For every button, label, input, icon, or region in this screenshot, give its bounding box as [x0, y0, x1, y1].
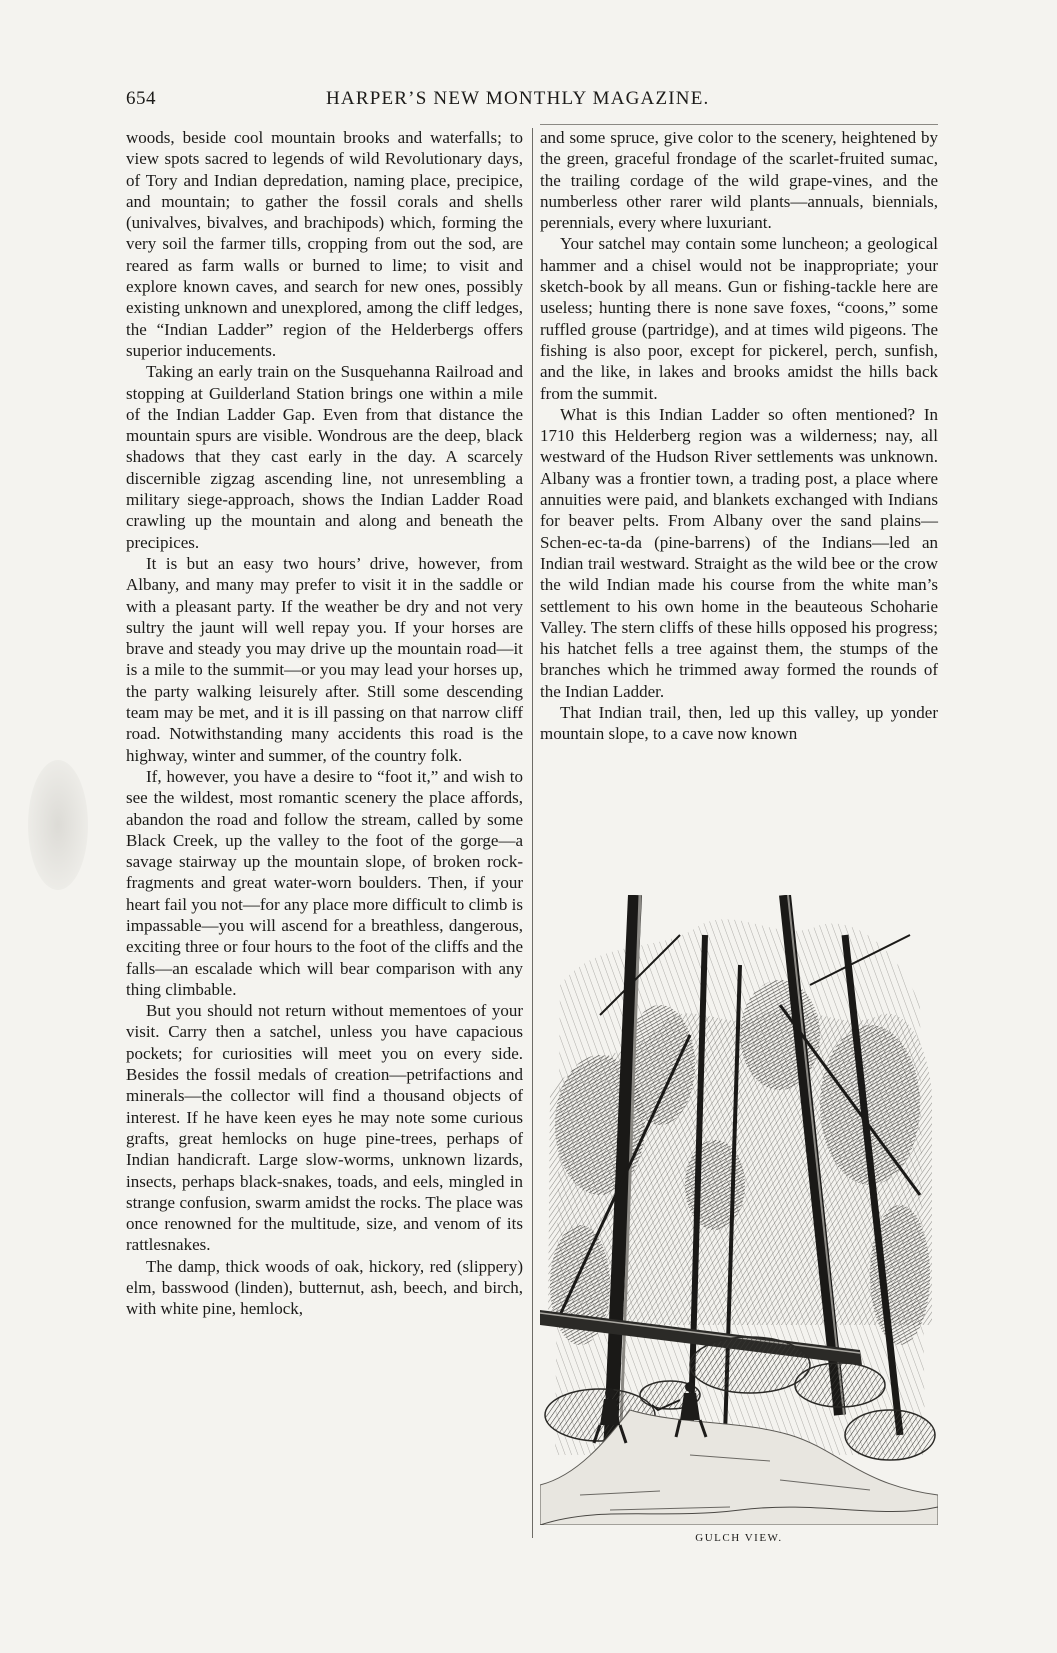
paragraph: What is this Indian Ladder so often mentioned? In 1710 this Helderberg region was a wilderness; nay, all westward of the Hudson River settlements was unknown. Albany was a frontier town, a trading post, a place where annuities were paid, and blankets exchanged with Indians for beaver pelts. From Albany over the sand plains—Schen-ec-ta-da (pine-barrens) of the Indians—led an Indian trail westward. Straight as the wild bee or the crow the wild Indian made his course from the white man’s settlement to his own home in the beauteous Schoharie Valley. The stern cliffs of these hills opposed his progress; his hatchet fells a tree against them, the stumps of the branches which he trimmed away formed the rounds of the Indian Ladder. [540, 404, 938, 701]
paragraph: If, however, you have a desire to “foot it,” and wish to see the wildest, most romantic scenery the place affords, abandon the road and follow the stream, called by some Black Creek, up the valley to the foot of the gorge—a savage stairway up the mountain slope, of broken rock-fragments and great water-worn boulders. Then, if your heart fail you not—for any place more difficult to climb is impassable—you will ascend for a breathless, dangerous, exciting three or four hours to the foot of the cliffs and the falls—an escalade which will bear comparison with any thing climbable. [126, 766, 523, 999]
paragraph: and some spruce, give color to the scenery, heightened by the green, graceful frondage of the scarlet-fruited sumac, the trailing cordage of the wild grape-vines, and the numberless other rarer wild plants—annuals, biennials, perennials, every where luxuriant. [540, 128, 938, 233]
paragraph: Your satchel may contain some luncheon; a geological hammer and a chisel would not be inappropriate; your sketch-book by all means. Gun or fishing-tackle here are useless; hunting there is none save foxes, “coons,” some ruffled grouse (partridge), and at times wild pigeons. The fishing is also poor, except for pickerel, perch, sunfish, and the like, in lakes and brooks amidst the hills back from the summit. [540, 234, 938, 403]
page-smudge [28, 760, 88, 890]
header-rule [540, 124, 938, 125]
paragraph: But you should not return without mementoes of your visit. Carry then a satchel, unless you have capacious pockets; for curiosities will meet you on every side. Besides the fossil medals of creation—petrifactions and minerals—the collector will find a thousand objects of interest. If he have keen eyes he may note some curious grafts, great hemlocks on huge pine-trees, perhaps of Indian handicraft. Large slow-worms, unknown lizards, insects, perhaps black-snakes, toads, and eels, mingled in strange confusion, swarm amidst the rocks. The place was once renowned for the multitude, size, and venom of its rattlesnakes. [126, 1001, 523, 1255]
paragraph: Taking an early train on the Susquehanna Railroad and stopping at Guilderland Station brings one within a mile of the Indian Ladder Gap. Even from that distance the mountain spurs are visible. Wondrous are the deep, black shadows that they cast early in the day. A scarcely discernible zigzag ascending line, not unresembling a military siege-approach, shows the Indian Ladder Road crawling up the mountain and along and beneath the precipices. [126, 362, 523, 552]
figure-caption: GULCH VIEW. [695, 1532, 783, 1544]
right-column [540, 127, 938, 745]
page-header [126, 88, 926, 118]
page-number: 654 [126, 88, 156, 109]
column-divider [532, 128, 533, 1538]
paragraph: woods, beside cool mountain brooks and waterfalls; to view spots sacred to legends of wild Revolutionary days, of Tory and Indian depredation, naming place, precipice, and mountain; to gather the fossil corals and shells (univalves, bivalves, and brachipods) which, forming the very soil the farmer tills, cropping from out the sod, are reared as farm walls or burned to lime; to visit and explore known caves, and search for new ones, possibly existing unknown and unexplored, among the cliff ledges, the “Indian Ladder” region of the Helderbergs offers superior inducements. [126, 128, 523, 360]
paragraph: It is but an easy two hours’ drive, however, from Albany, and many may prefer to visit it in the saddle or with a pleasant party. If the weather be dry and not very sultry the jaunt will well repay you. If your horses are brave and steady you may drive up the mountain road—it is a mile to the summit—or you may lead your horses up, the party walking leisurely after. Still some descending team may be met, and it is ill passing on that narrow cliff road. Notwithstanding many accidents this road is the highway, winter and summer, of the country folk. [126, 553, 523, 765]
left-column [126, 127, 523, 1320]
paragraph: That Indian trail, then, led up this valley, up yonder mountain slope, to a cave now known [540, 703, 938, 744]
gulch-view-engraving [540, 895, 938, 1525]
paragraph: The damp, thick woods of oak, hickory, red (slippery) elm, basswood (linden), butternut, ash, beech, and birch, with white pine, hemlock, [126, 1256, 523, 1319]
running-head: HARPER’S NEW MONTHLY MAGAZINE. [326, 88, 710, 109]
